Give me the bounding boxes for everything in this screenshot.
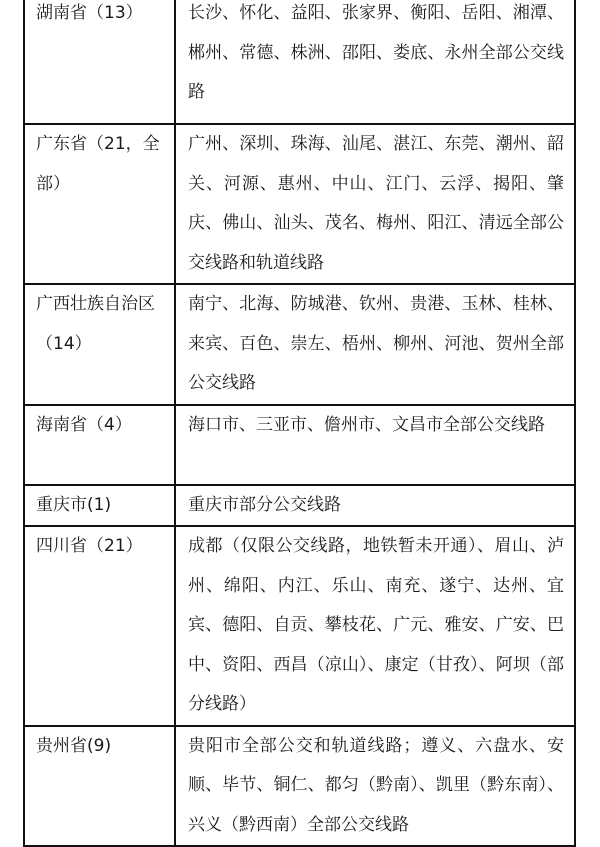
detail-cell: 长沙、怀化、益阳、张家界、衡阳、岳阳、湘潭、郴州、常德、株洲、邵阳、娄底、永州全部公交线路 <box>175 0 575 124</box>
coverage-table <box>23 0 576 847</box>
region-cell: 广东省（21，全部） <box>24 124 175 284</box>
region-cell: 海南省（4） <box>24 405 175 485</box>
region-cell: 广西壮族自治区（14） <box>24 284 175 405</box>
detail-cell: 广州、深圳、珠海、汕尾、湛江、东莞、潮州、韶关、河源、惠州、中山、江门、云浮、揭阳、肇庆、佛山、汕头、茂名、梅州、阳江、清远全部公交线路和轨道线路 <box>175 124 575 284</box>
detail-cell: 重庆市部分公交线路 <box>175 485 575 527</box>
table-row <box>24 405 575 485</box>
table-row <box>24 726 575 847</box>
region-cell: 湖南省（13） <box>24 0 175 124</box>
region-cell: 重庆市(1) <box>24 485 175 527</box>
region-cell: 四川省（21） <box>24 526 175 726</box>
detail-cell: 南宁、北海、防城港、钦州、贵港、玉林、桂林、来宾、百色、崇左、梧州、柳州、河池、贺州全部公交线路 <box>175 284 575 405</box>
detail-cell: 成都（仅限公交线路，地铁暂未开通）、眉山、泸州、绵阳、内江、乐山、南充、遂宁、达州、宜宾、德阳、自贡、攀枝花、广元、雅安、广安、巴中、资阳、西昌（凉山）、康定（甘孜）、阿坝（部分线路） <box>175 526 575 726</box>
table-row <box>24 284 575 405</box>
table-row <box>24 485 575 527</box>
table-row <box>24 526 575 726</box>
detail-cell: 海口市、三亚市、儋州市、文昌市全部公交线路 <box>175 405 575 485</box>
table-row <box>24 0 575 124</box>
detail-cell: 贵阳市全部公交和轨道线路；遵义、六盘水、安顺、毕节、铜仁、都匀（黔南）、凯里（黔东南）、兴义（黔西南）全部公交线路 <box>175 726 575 847</box>
region-cell: 贵州省(9) <box>24 726 175 847</box>
table-row <box>24 124 575 284</box>
